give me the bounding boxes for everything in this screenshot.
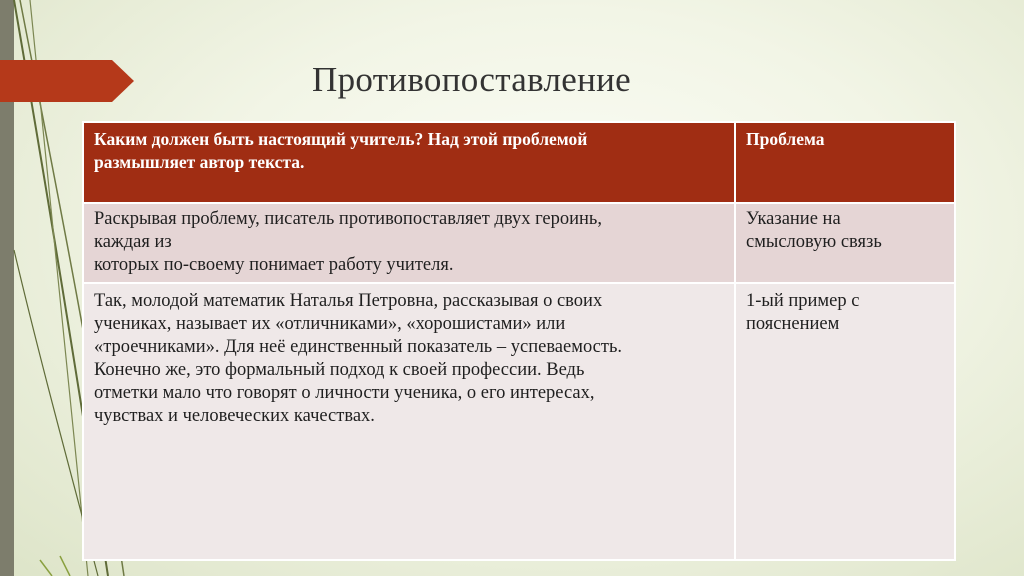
row-2-text-line-4: Конечно же, это формальный подход к своей профессии. Ведь	[94, 360, 585, 380]
header-question-line-2: размышляет автор текста.	[94, 152, 305, 172]
table-row	[83, 283, 955, 560]
header-question-line-1: Каким должен быть настоящий учитель? Над этой проблемой	[94, 129, 588, 149]
row-1-text-line-1: Раскрывая проблему, писатель противопоставляет двух героинь,	[94, 209, 602, 229]
row-2-text-line-5: отметки мало что говорят о личности ученика, о его интересах,	[94, 383, 595, 403]
row-1-text-cell	[83, 203, 735, 283]
row-2-text-line-6: чувствах и человеческих качествах.	[94, 406, 375, 426]
row-2-text-line-1: Так, молодой математик Наталья Петровна, рассказывая о своих	[94, 291, 603, 311]
row-2-text-line-2: учениках, называет их «отличниками», «хорошистами» или	[94, 314, 566, 334]
row-2-label-line-1: 1-ый пример с	[746, 291, 860, 311]
header-question-cell	[83, 122, 735, 203]
row-1-text-line-2: каждая из	[94, 232, 172, 252]
title-arrow-shape	[0, 60, 134, 102]
row-2-label-cell	[735, 283, 955, 560]
table-row	[83, 203, 955, 283]
comparison-table	[82, 121, 956, 561]
row-1-label-cell	[735, 203, 955, 283]
header-label-line-1: Проблема	[746, 129, 825, 149]
row-2-text-cell	[83, 283, 735, 560]
row-1-text-line-3: которых по-своему понимает работу учителя.	[94, 255, 454, 275]
table-header-row	[83, 122, 955, 203]
row-2-text-line-3: «троечниками». Для неё единственный показатель – успеваемость.	[94, 337, 623, 357]
row-1-label-line-2: смысловую связь	[746, 232, 882, 252]
row-2-label-line-2: пояснением	[746, 314, 840, 334]
header-label-cell	[735, 122, 955, 203]
row-1-label-line-1: Указание на	[746, 209, 841, 229]
slide-title: Противопоставление	[312, 60, 631, 99]
